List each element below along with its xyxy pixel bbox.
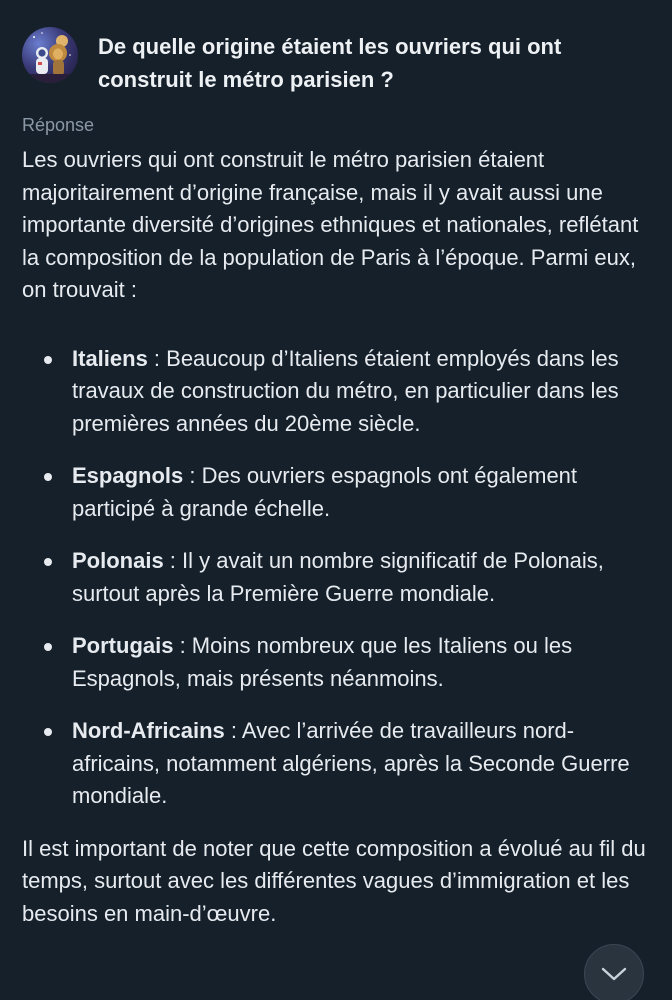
list-item-title: Italiens (72, 345, 148, 371)
list-item-text: : Beaucoup d’Italiens étaient employés dans les travaux de construction du métro, en particulier dans les premières années du 20ème siècle. (72, 345, 619, 436)
list-item (22, 715, 652, 813)
list-item (22, 545, 652, 610)
question-text: De quelle origine étaient les ouvriers qui ont construit le métro parisien ? (98, 34, 562, 92)
question-header (22, 27, 652, 96)
list-item (22, 460, 652, 525)
astronaut-lion-avatar-icon (22, 27, 78, 83)
answer-label: Réponse (22, 115, 95, 135)
bullet-icon (44, 728, 52, 736)
list-item-text: : Des ouvriers espagnols ont également participé à grande échelle. (72, 463, 578, 521)
answer-closing: Il est important de noter que cette composition a évolué au fil du temps, surtout avec les différentes vagues d’immigration et les besoins en main-d’œuvre. (22, 835, 646, 926)
list-item (22, 630, 652, 695)
answer-block (22, 112, 652, 930)
list-item-text: : Avec l’arrivée de travailleurs nord-africains, notamment algériens, après la Seconde Guerre mondiale. (72, 718, 630, 808)
list-item-title: Polonais (72, 548, 164, 573)
list-item (22, 343, 652, 441)
answer-intro: Les ouvriers qui ont construit le métro parisien étaient majoritairement d’origine française, mais il y avait aussi une importante diversité d’origines ethniques et nationales, reflétant la composition de la population de Paris à l’époque. Parmi eux, on trouvait : (22, 147, 639, 302)
scroll-down-button[interactable] (584, 944, 644, 1000)
list-item-text: : Moins nombreux que les Italiens ou les Espagnols, mais présents néanmoins. (72, 633, 573, 691)
origin-list (22, 343, 652, 813)
bullet-icon (44, 558, 52, 566)
list-item-title: Espagnols (72, 463, 184, 488)
bullet-icon (44, 643, 52, 651)
list-item-title: Portugais (72, 633, 174, 658)
list-item-text: : Il y avait un nombre significatif de Polonais, surtout après la Première Guerre mondiale. (72, 548, 604, 606)
chevron-down-icon (600, 966, 628, 982)
bullet-icon (44, 356, 52, 364)
bullet-icon (44, 473, 52, 481)
list-item-title: Nord-Africains (72, 718, 225, 743)
avatar[interactable] (22, 27, 78, 83)
